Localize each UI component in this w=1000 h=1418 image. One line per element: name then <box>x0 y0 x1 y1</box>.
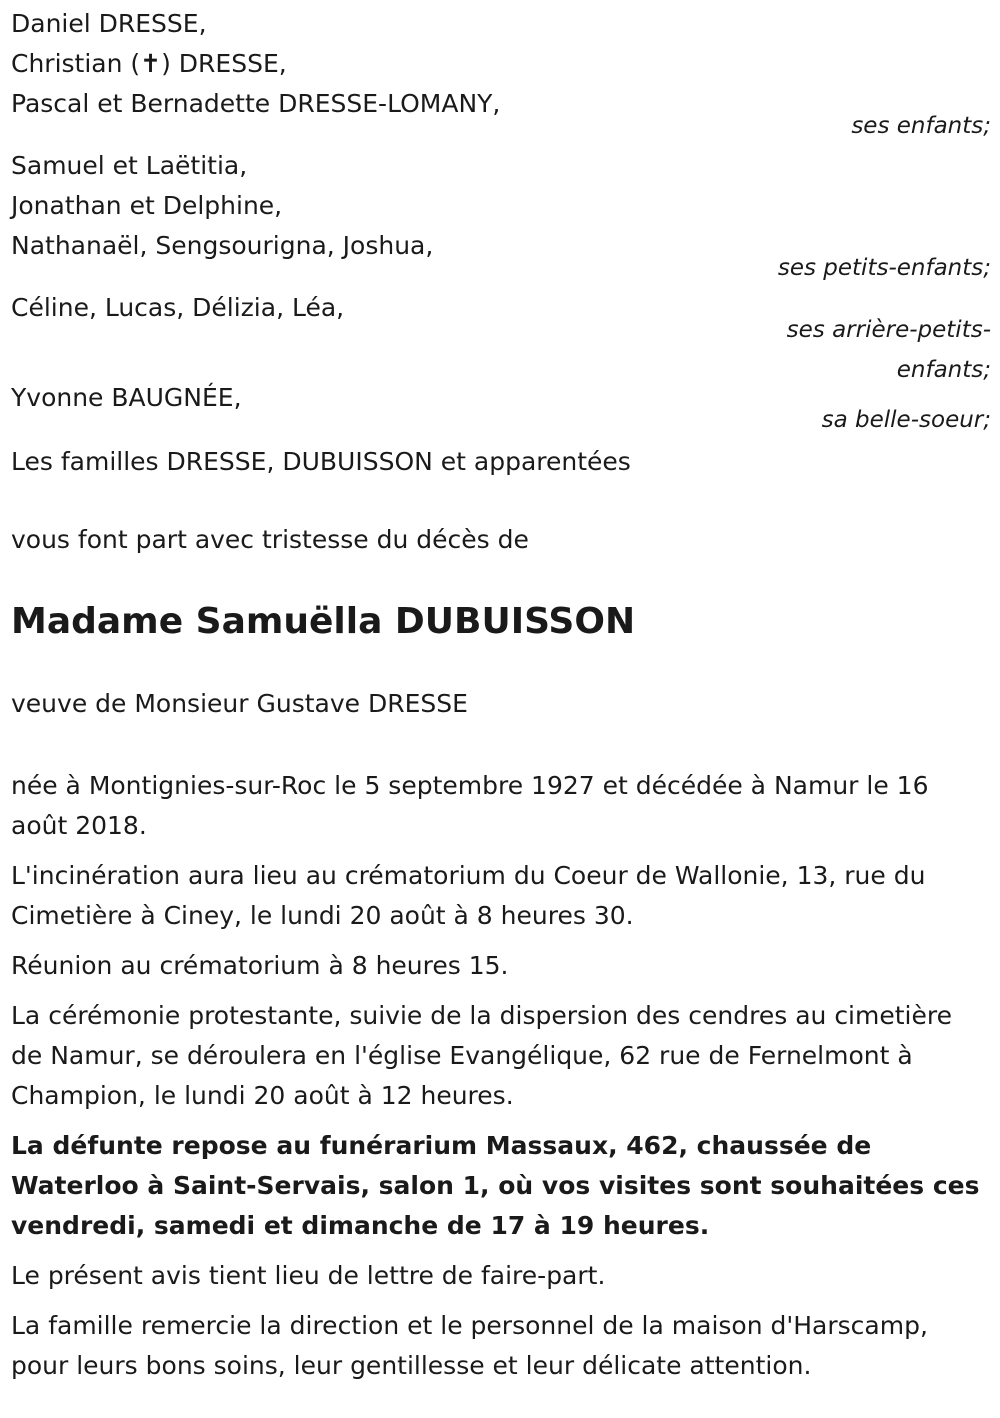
deceased-name: Madame Samuëlla DUBUISSON <box>11 601 636 642</box>
family-name-line: Samuel et Laëtitia, <box>11 151 248 180</box>
family-role-line: enfants; <box>896 357 991 383</box>
obituary-page <box>11 0 991 1396</box>
family-name-line: Yvonne BAUGNÉE, <box>11 383 242 412</box>
family-name-line: Céline, Lucas, Délizia, Léa, <box>11 293 345 322</box>
birth-death-info: née à Montignies-sur-Roc le 5 septembre 1927 et décédée à Namur le 16 août 2018. <box>11 771 929 840</box>
family-role: ses enfants; <box>851 113 991 139</box>
family-name-line: Nathanaël, Sengsourigna, Joshua, <box>11 231 434 260</box>
family-name-line: Daniel DRESSE, <box>11 9 207 38</box>
funerarium-info: La défunte repose au funérarium Massaux, 462, chaussée de Waterloo à Saint-Servais, salon 1, où vos visites sont souhaitées ces vendredi, samedi et dimanche de 17 à 19 heures. <box>11 1131 980 1240</box>
thanks-info: La famille remercie la direction et le personnel de la maison d'Harscamp, pour leurs bons soins, leur gentillesse et leur délicate attention. <box>11 1311 928 1380</box>
other-families: Les familles DRESSE, DUBUISSON et apparentées <box>11 447 631 476</box>
announcement: vous font part avec tristesse du décès de <box>11 525 529 554</box>
family-group-great-grandchildren <box>11 288 991 390</box>
cremation-info: L'incinération aura lieu au crématorium du Coeur de Wallonie, 13, rue du Cimetière à Ciney, le lundi 20 août à 8 heures 30. <box>11 861 926 930</box>
notice-info: Le présent avis tient lieu de lettre de faire-part. <box>11 1261 606 1290</box>
family-name-line: Christian (✝) DRESSE, <box>11 49 287 78</box>
widow-of: veuve de Monsieur Gustave DRESSE <box>11 689 468 718</box>
family-group-sister-in-law <box>11 378 991 440</box>
family-role-line: ses arrière-petits- <box>786 317 991 343</box>
family-group-children <box>11 4 991 146</box>
family-name-line: Jonathan et Delphine, <box>11 191 283 220</box>
family-group-grandchildren <box>11 146 991 288</box>
meeting-info: Réunion au crématorium à 8 heures 15. <box>11 951 509 980</box>
ceremony-info: La cérémonie protestante, suivie de la dispersion des cendres au cimetière de Namur, se déroulera en l'église Evangélique, 62 rue de Fernelmont à Champion, le lundi 20 août à 12 heures. <box>11 1001 952 1110</box>
family-role: sa belle-soeur; <box>821 407 991 433</box>
family-role: ses petits-enfants; <box>777 255 991 281</box>
family-name-line: Pascal et Bernadette DRESSE-LOMANY, <box>11 89 501 118</box>
